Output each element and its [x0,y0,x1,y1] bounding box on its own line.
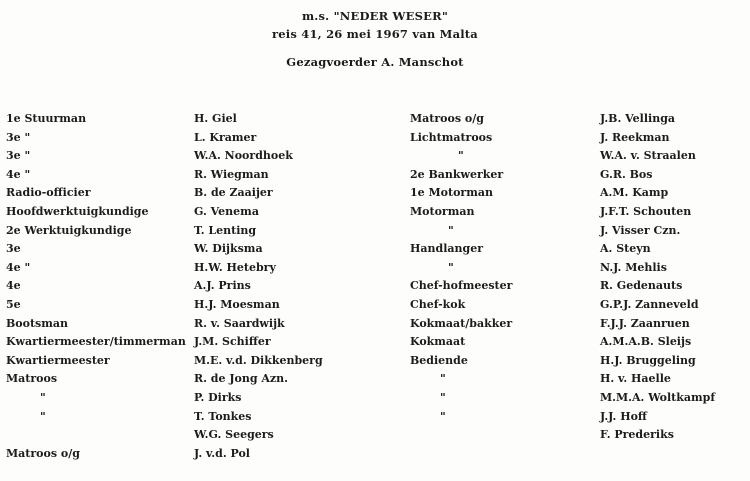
rank-entry: Kwartiermeester [6,353,110,367]
name-column-right [600,110,748,445]
rank-entry: 4e " [6,260,31,274]
crew-name: J.J. Hoff [600,409,647,423]
rank-entry: 2e Werktuigkundige [6,223,132,237]
crew-name: W.A. Noordhoek [194,149,293,163]
crew-name: J.F.T. Schouten [600,204,692,218]
rank-column-left [6,110,190,463]
rank-entry: Chef-kok [410,297,466,311]
rank-entry: " [40,390,46,404]
crew-name: H.J. Bruggeling [600,353,696,367]
crew-name: R. Gedenauts [600,279,683,293]
crew-name: G.P.J. Zanneveld [600,297,699,311]
rank-entry: 3e [6,242,21,256]
crew-name: H. v. Haelle [600,372,671,386]
crew-name: H.W. Hetebry [194,260,276,274]
crew-name: F.J.J. Zaanruen [600,316,690,330]
crew-name: W. Dijksma [194,242,263,256]
crew-name: G.R. Bos [600,167,653,181]
rank-entry: " [440,390,446,404]
crew-name: A.M.A.B. Sleijs [600,335,692,349]
rank-entry: Bediende [410,353,468,367]
rank-entry: Kwartiermeester/timmerman [6,335,186,349]
rank-entry: 3e " [6,130,31,144]
rank-entry: 3e " [6,149,31,163]
rank-entry: 5e [6,297,21,311]
rank-entry: 4e " [6,167,31,181]
crew-name: G. Venema [194,204,259,218]
crew-name: J. v.d. Pol [194,446,250,460]
crew-name: A. Steyn [600,242,651,256]
rank-entry: " [440,409,446,423]
rank-entry: Matroos o/g [6,446,80,460]
rank-entry: Motorman [410,204,475,218]
rank-entry: 1e Motorman [410,186,493,200]
rank-entry: Bootsman [6,316,69,330]
rank-entry: Chef-hofmeester [410,279,513,293]
crew-name: R. Wiegman [194,167,269,181]
crew-name: R. de Jong Azn. [194,372,288,386]
crew-name: T. Tonkes [194,409,252,423]
crew-name: B. de Zaaijer [194,186,273,200]
crew-name: L. Kramer [194,130,257,144]
rank-entry: Kokmaat/bakker [410,316,513,330]
rank-entry: Matroos o/g [410,112,484,125]
voyage-line: reis 41, 26 mei 1967 van Malta [272,27,478,41]
crew-name: M.E. v.d. Dikkenberg [194,353,323,367]
crew-name: T. Lenting [194,223,257,237]
rank-entry: 1e Stuurman [6,112,87,125]
rank-entry: " [40,409,46,423]
crew-name: J.M. Schiffer [194,335,271,349]
crew-name: R. v. Saardwijk [194,316,285,330]
rank-entry: Kokmaat [410,335,466,349]
crew-name: J. Reekman [600,130,670,144]
crew-name: W.A. v. Straalen [600,149,696,163]
crew-name: W.G. Seegers [194,428,274,442]
rank-entry: Lichtmatroos [410,130,493,144]
rank-entry: Handlanger [410,242,483,256]
crew-name: F. Prederiks [600,428,674,442]
crew-name: P. Dirks [194,390,242,404]
rank-entry: Radio-officier [6,186,91,200]
rank-entry: Matroos [6,372,58,386]
name-column-left [194,110,394,463]
crew-name: M.M.A. Woltkampf [600,390,716,404]
crew-name: H.J. Moesman [194,297,280,311]
rank-entry: " [458,149,464,163]
crew-name: A.J. Prins [194,279,251,293]
rank-entry: " [448,223,454,237]
captain-line: Gezagvoerder A. Manschot [286,55,464,69]
crew-name: N.J. Mehlis [600,260,667,274]
rank-column-right [410,110,590,426]
crew-name: A.M. Kamp [600,186,669,200]
rank-entry: 2e Bankwerker [410,167,504,181]
crew-name: H. Giel [194,112,237,125]
rank-entry: Hoofdwerktuigkundige [6,204,149,218]
crew-name: J.B. Vellinga [600,112,676,125]
rank-entry [6,426,190,445]
rank-entry: " [440,372,446,386]
ship-title: m.s. "NEDER WESER" [301,9,449,23]
rank-entry: 4e [6,279,21,293]
crew-name: J. Visser Czn. [600,223,681,237]
rank-entry: " [448,260,454,274]
